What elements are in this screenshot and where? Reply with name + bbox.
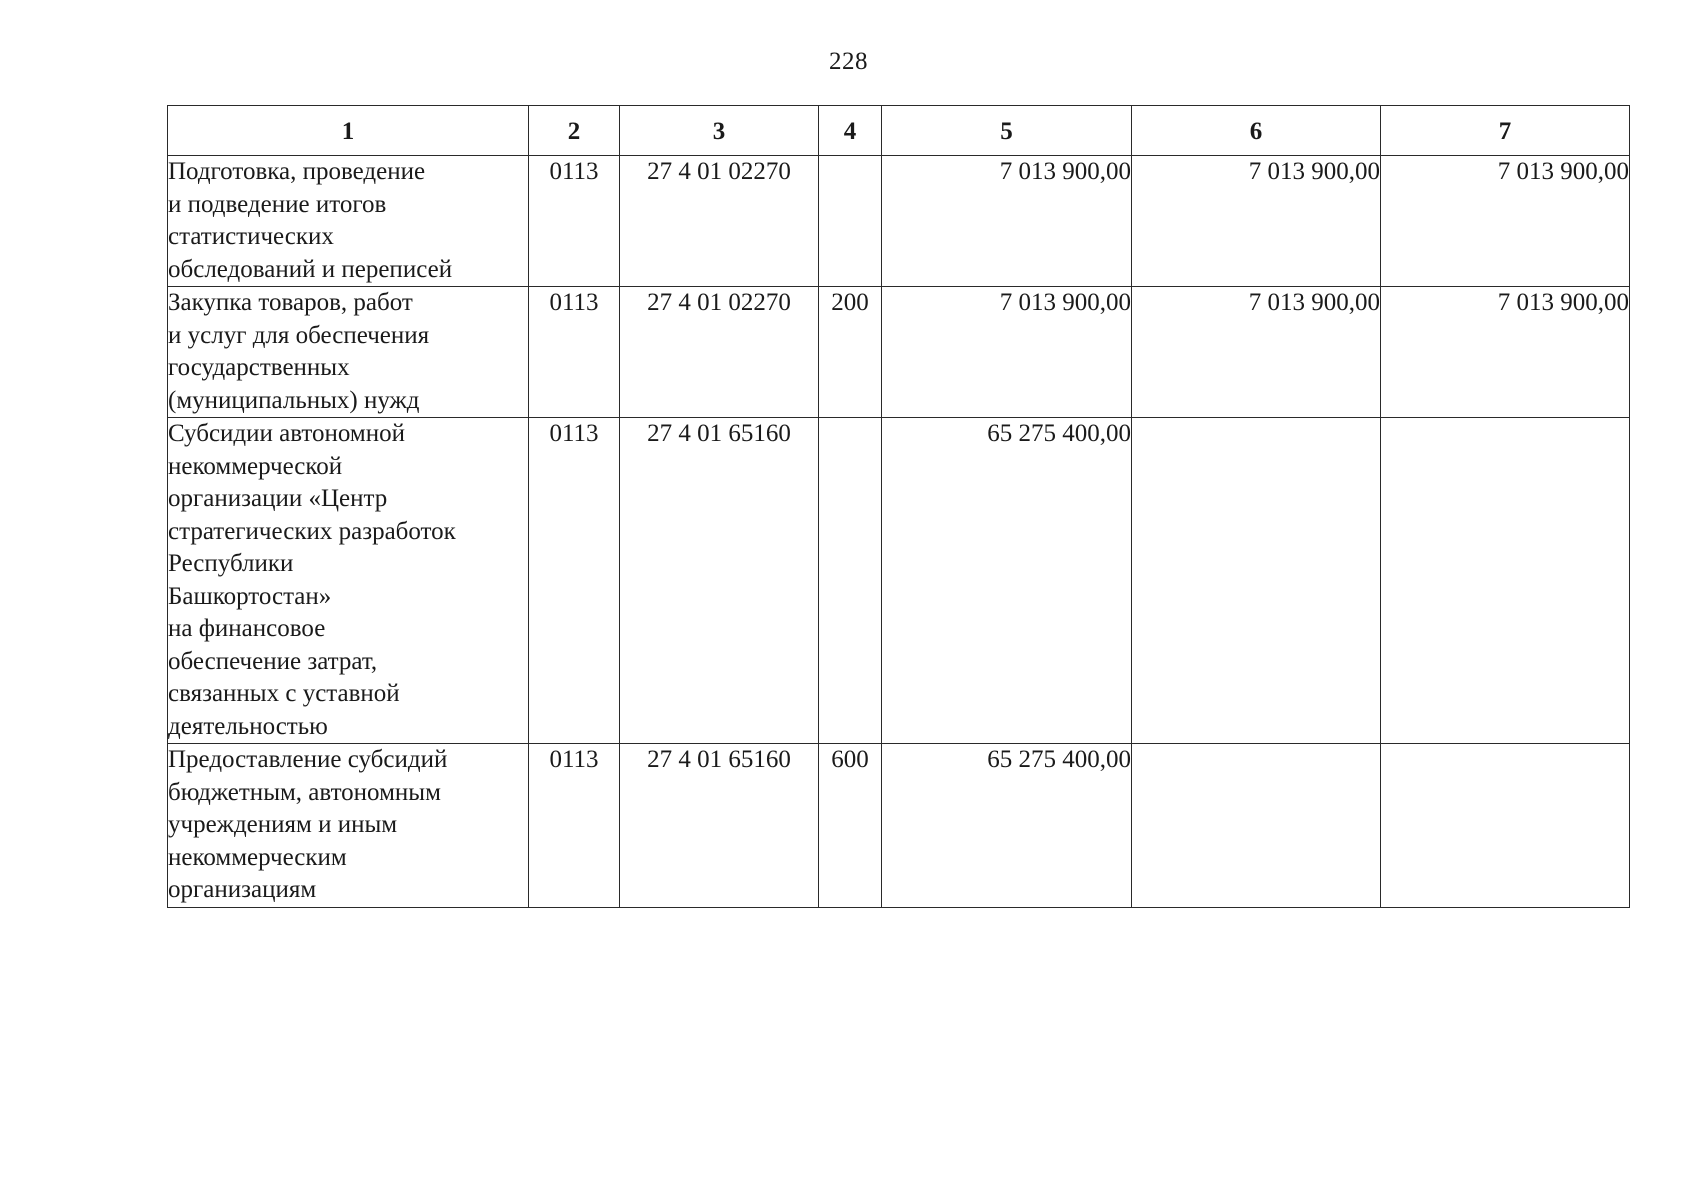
row-name-line: Закупка товаров, работ — [168, 289, 413, 316]
amount-cell-3: 7 013 900,00 — [1381, 156, 1630, 287]
row-name-line: бюджетным, автономным — [168, 778, 441, 806]
row-name-line: учреждениям и иным — [168, 811, 398, 838]
row-name-line: Предоставление субсидий — [168, 746, 448, 773]
expense-type-cell: 200 — [819, 287, 882, 418]
section-code-cell: 0113 — [529, 744, 620, 908]
amount-cell-2: 7 013 900,00 — [1132, 156, 1381, 287]
target-article-cell: 27 4 01 65160 — [620, 744, 819, 908]
table-header-row — [168, 106, 1630, 156]
row-name-cell — [168, 418, 529, 744]
table-row — [168, 156, 1630, 287]
row-name-cell — [168, 287, 529, 418]
column-header-5: 5 — [882, 106, 1132, 156]
row-name-line: Башкортостан» — [168, 582, 332, 610]
row-name-line: обследований и переписей — [168, 255, 453, 283]
row-name-line: обеспечение затрат, — [168, 647, 378, 675]
amount-cell-2: 7 013 900,00 — [1132, 287, 1381, 418]
amount-cell-1: 7 013 900,00 — [882, 156, 1132, 287]
column-header-4: 4 — [819, 106, 882, 156]
page-number: 228 — [829, 48, 868, 75]
section-code-cell: 0113 — [529, 156, 620, 287]
row-name-line: некоммерческим — [168, 843, 347, 871]
table-row — [168, 287, 1630, 418]
budget-table — [167, 105, 1630, 908]
target-article-cell: 27 4 01 65160 — [620, 418, 819, 744]
row-name-line: организации «Центр — [168, 485, 388, 512]
target-article-cell: 27 4 01 02270 — [620, 287, 819, 418]
section-code-cell: 0113 — [529, 418, 620, 744]
row-name-line: стратегических разработок — [168, 517, 456, 545]
target-article-cell: 27 4 01 02270 — [620, 156, 819, 287]
amount-cell-3 — [1381, 744, 1630, 908]
row-name-line: статистических — [168, 223, 334, 250]
column-header-6: 6 — [1132, 106, 1381, 156]
row-name-line: (муниципальных) нужд — [168, 386, 420, 414]
row-name-cell — [168, 156, 529, 287]
section-code-cell: 0113 — [529, 287, 620, 418]
amount-cell-1: 7 013 900,00 — [882, 287, 1132, 418]
row-name-line: Подготовка, проведение — [168, 158, 426, 185]
row-name-line: организациям — [168, 876, 317, 903]
row-name-line: деятельностью — [168, 712, 328, 740]
column-header-3: 3 — [620, 106, 819, 156]
row-name-line: государственных — [168, 354, 350, 381]
row-name-line: и подведение итогов — [168, 190, 387, 218]
table-row — [168, 744, 1630, 908]
amount-cell-2 — [1132, 418, 1381, 744]
expense-type-cell — [819, 418, 882, 744]
row-name-line: Субсидии автономной — [168, 420, 405, 447]
row-name-cell — [168, 744, 529, 908]
amount-cell-3: 7 013 900,00 — [1381, 287, 1630, 418]
row-name-line: и услуг для обеспечения — [168, 321, 430, 349]
row-name-line: Республики — [168, 550, 294, 577]
row-name-line: некоммерческой — [168, 452, 343, 480]
amount-cell-1: 65 275 400,00 — [882, 418, 1132, 744]
amount-cell-3 — [1381, 418, 1630, 744]
row-name-line: связанных с уставной — [168, 680, 400, 707]
row-name-line: на финансовое — [168, 615, 326, 642]
amount-cell-1: 65 275 400,00 — [882, 744, 1132, 908]
column-header-1: 1 — [168, 106, 529, 156]
amount-cell-2 — [1132, 744, 1381, 908]
column-header-7: 7 — [1381, 106, 1630, 156]
column-header-2: 2 — [529, 106, 620, 156]
expense-type-cell: 600 — [819, 744, 882, 908]
expense-type-cell — [819, 156, 882, 287]
table-row — [168, 418, 1630, 744]
